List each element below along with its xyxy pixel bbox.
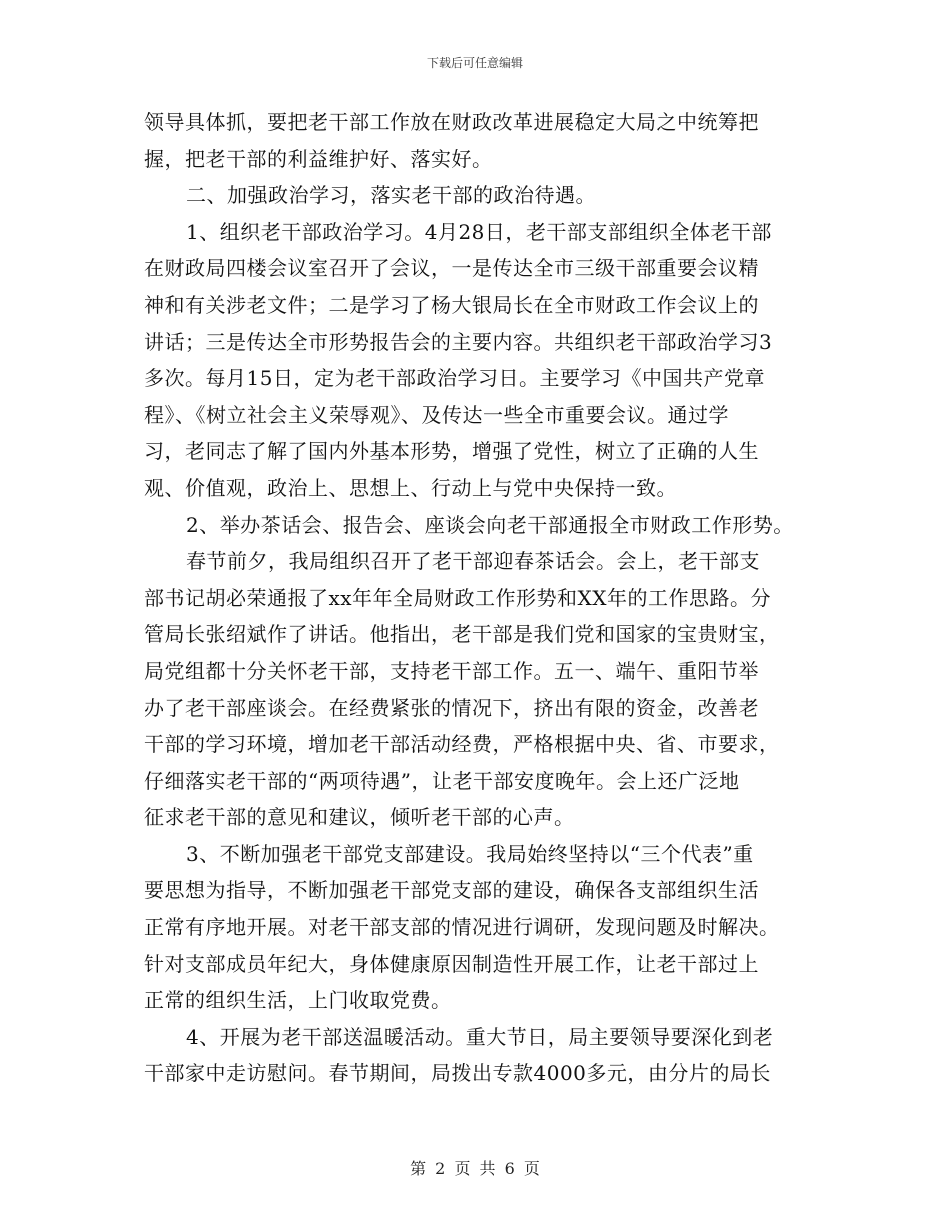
text-line: 办了老干部座谈会。在经费紧张的情况下，挤出有限的资金，改善老 [144,695,759,720]
text-line: 领导具体抓，要把老干部工作放在财政改革进展稳定大局之中统筹把 [144,110,759,134]
text-line: 讲话；三是传达全市形势报告会的主要内容。共组织老干部政治学习3 [144,329,773,354]
text-line: 神和有关涉老文件；二是学习了杨大银局长在全市财政工作会议上的 [144,292,759,317]
text-line: 习，老同志了解了国内外基本形势，增强了党性，树立了正确的人生 [144,439,759,464]
text-line: 征求老干部的意见和建议，倾听老干部的心声。 [144,805,575,830]
text-line: 多次。每月15日，定为老干部政治学习日。主要学习《中国共产党章 [144,366,765,391]
text-line: 正常有序地开展。对老干部支部的情况进行调研，发现问题及时解决。 [144,915,780,940]
paragraph-start: 1、组织老干部政治学习。4月28日，老干部支部组织全体老干部 [186,219,772,244]
paragraph-start: 4、开展为老干部送温暖活动。重大节日，局主要领导要深化到老 [186,1024,774,1049]
text-line: 程》、《树立社会主义荣辱观》、及传达一些全市重要会议。通过学 [144,402,729,427]
text-line: 部书记胡必荣通报了xx年年全局财政工作形势和XX年的工作思路。分 [144,585,772,610]
text-line: 干部的学习环境，增加老干部活动经费，严格根据中央、省、市要求， [144,732,780,757]
text-line: 干部家中走访慰问。春节期间，局拨出专款4000多元，由分片的局长 [144,1061,771,1086]
section-heading: 二、加强政治学习，落实老干部的政治待遇。 [186,183,596,208]
paragraph-start: 春节前夕，我局组织召开了老干部迎春茶话会。会上，老干部支 [186,549,760,574]
text-line: 握，把老干部的利益维护好、落实好。 [144,146,493,171]
text-line: 正常的组织生活，上门收取党费。 [144,988,452,1013]
text-line: 针对支部成员年纪大，身体健康原因制造性开展工作，让老干部过上 [144,951,759,976]
text-line: 要思想为指导，不断加强老干部党支部的建设，确保各支部组织生活 [144,878,759,903]
text-line: 管局长张绍斌作了讲话。他指出，老干部是我们党和国家的宝贵财宝， [144,622,780,647]
text-line: 局党组都十分关怀老干部，支持老干部工作。五一、端午、重阳节举 [144,658,759,683]
text-line: 在财政局四楼会议室召开了会议，一是传达全市三级干部重要会议精 [144,256,759,281]
paragraph-start: 3、不断加强老干部党支部建设。我局始终坚持以“三个代表”重 [186,841,754,866]
text-line: 观、价值观，政治上、思想上、行动上与党中央保持一致。 [144,475,677,500]
page-number: 第 2 页 共 6 页 [410,1159,540,1178]
paragraph-start: 2、举办茶话会、报告会、座谈会向老干部通报全市财政工作形势。 [186,512,794,537]
page-header: 下载后可任意编辑 [426,56,523,70]
document-body [144,104,824,1092]
text-line: 仔细落实老干部的“两项待遇”，让老干部安度晚年。会上还广泛地 [144,768,740,793]
